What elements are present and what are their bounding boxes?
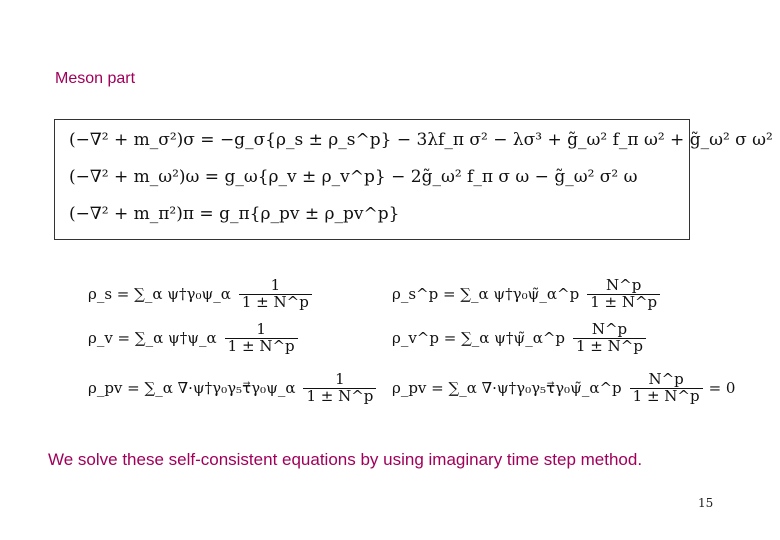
fraction-numerator: 1: [256, 320, 266, 338]
equation-tail: = 0: [708, 379, 736, 398]
meson-equations-box: [54, 119, 773, 240]
fraction-denominator: 1 ± N^p: [303, 388, 376, 405]
equation-lhs: ρ_pv = ∑_α ∇·ψ†γ₀γ₅τ⃗γ₀ψ_α: [88, 379, 296, 398]
fraction: [630, 372, 703, 405]
pair-pseudovector-density-equation: [392, 372, 735, 405]
slide-heading: Meson part: [55, 70, 136, 87]
conclusion-text: We solve these self-consistent equations by using imaginary time step method.: [48, 450, 643, 469]
fraction-numerator: N^p: [606, 276, 642, 294]
fraction-denominator: 1 ± N^p: [587, 294, 660, 311]
fraction-numerator: 1: [335, 370, 345, 388]
fraction: [303, 372, 376, 405]
fraction-denominator: 1 ± N^p: [225, 338, 298, 355]
pair-vector-density-equation: [392, 322, 646, 355]
fraction-denominator: 1 ± N^p: [630, 388, 703, 405]
pion-meson-equation: (−∇² + m_π²)π = g_π{ρ_pv ± ρ_pv^p}: [69, 204, 400, 224]
fraction: [239, 278, 312, 311]
equation-lhs: ρ_pv = ∑_α ∇·ψ†γ₀γ₅τ⃗γ₀ψ̃_α^p: [392, 379, 622, 398]
equation-lhs: ρ_v^p = ∑_α ψ†ψ̃_α^p: [392, 329, 565, 348]
fraction: [573, 322, 646, 355]
equation-lhs: ρ_s = ∑_α ψ†γ₀ψ_α: [88, 285, 231, 304]
fraction: [225, 322, 298, 355]
fraction-denominator: 1 ± N^p: [573, 338, 646, 355]
pair-scalar-density-equation: [392, 278, 660, 311]
omega-meson-equation: (−∇² + m_ω²)ω = g_ω{ρ_v ± ρ_v^p} − 2g̃_ω² f_π σ ω − g̃_ω² σ² ω: [69, 167, 638, 187]
pseudovector-density-equation: [88, 372, 376, 405]
vector-density-equation: [88, 322, 298, 355]
equation-lhs: ρ_s^p = ∑_α ψ†γ₀ψ̃_α^p: [392, 285, 580, 304]
sigma-meson-equation: (−∇² + m_σ²)σ = −g_σ{ρ_s ± ρ_s^p} − 3λf_π σ² − λσ³ + g̃_ω² f_π ω² + g̃_ω² σ ω²: [69, 130, 773, 150]
fraction-numerator: 1: [270, 276, 281, 294]
fraction-numerator: N^p: [591, 320, 628, 338]
page-number: 15: [698, 496, 714, 510]
fraction: [587, 278, 660, 311]
equation-lhs: ρ_v = ∑_α ψ†ψ_α: [88, 329, 217, 348]
scalar-density-equation: [88, 278, 312, 311]
fraction-denominator: 1 ± N^p: [239, 294, 312, 311]
fraction-numerator: N^p: [648, 370, 684, 388]
